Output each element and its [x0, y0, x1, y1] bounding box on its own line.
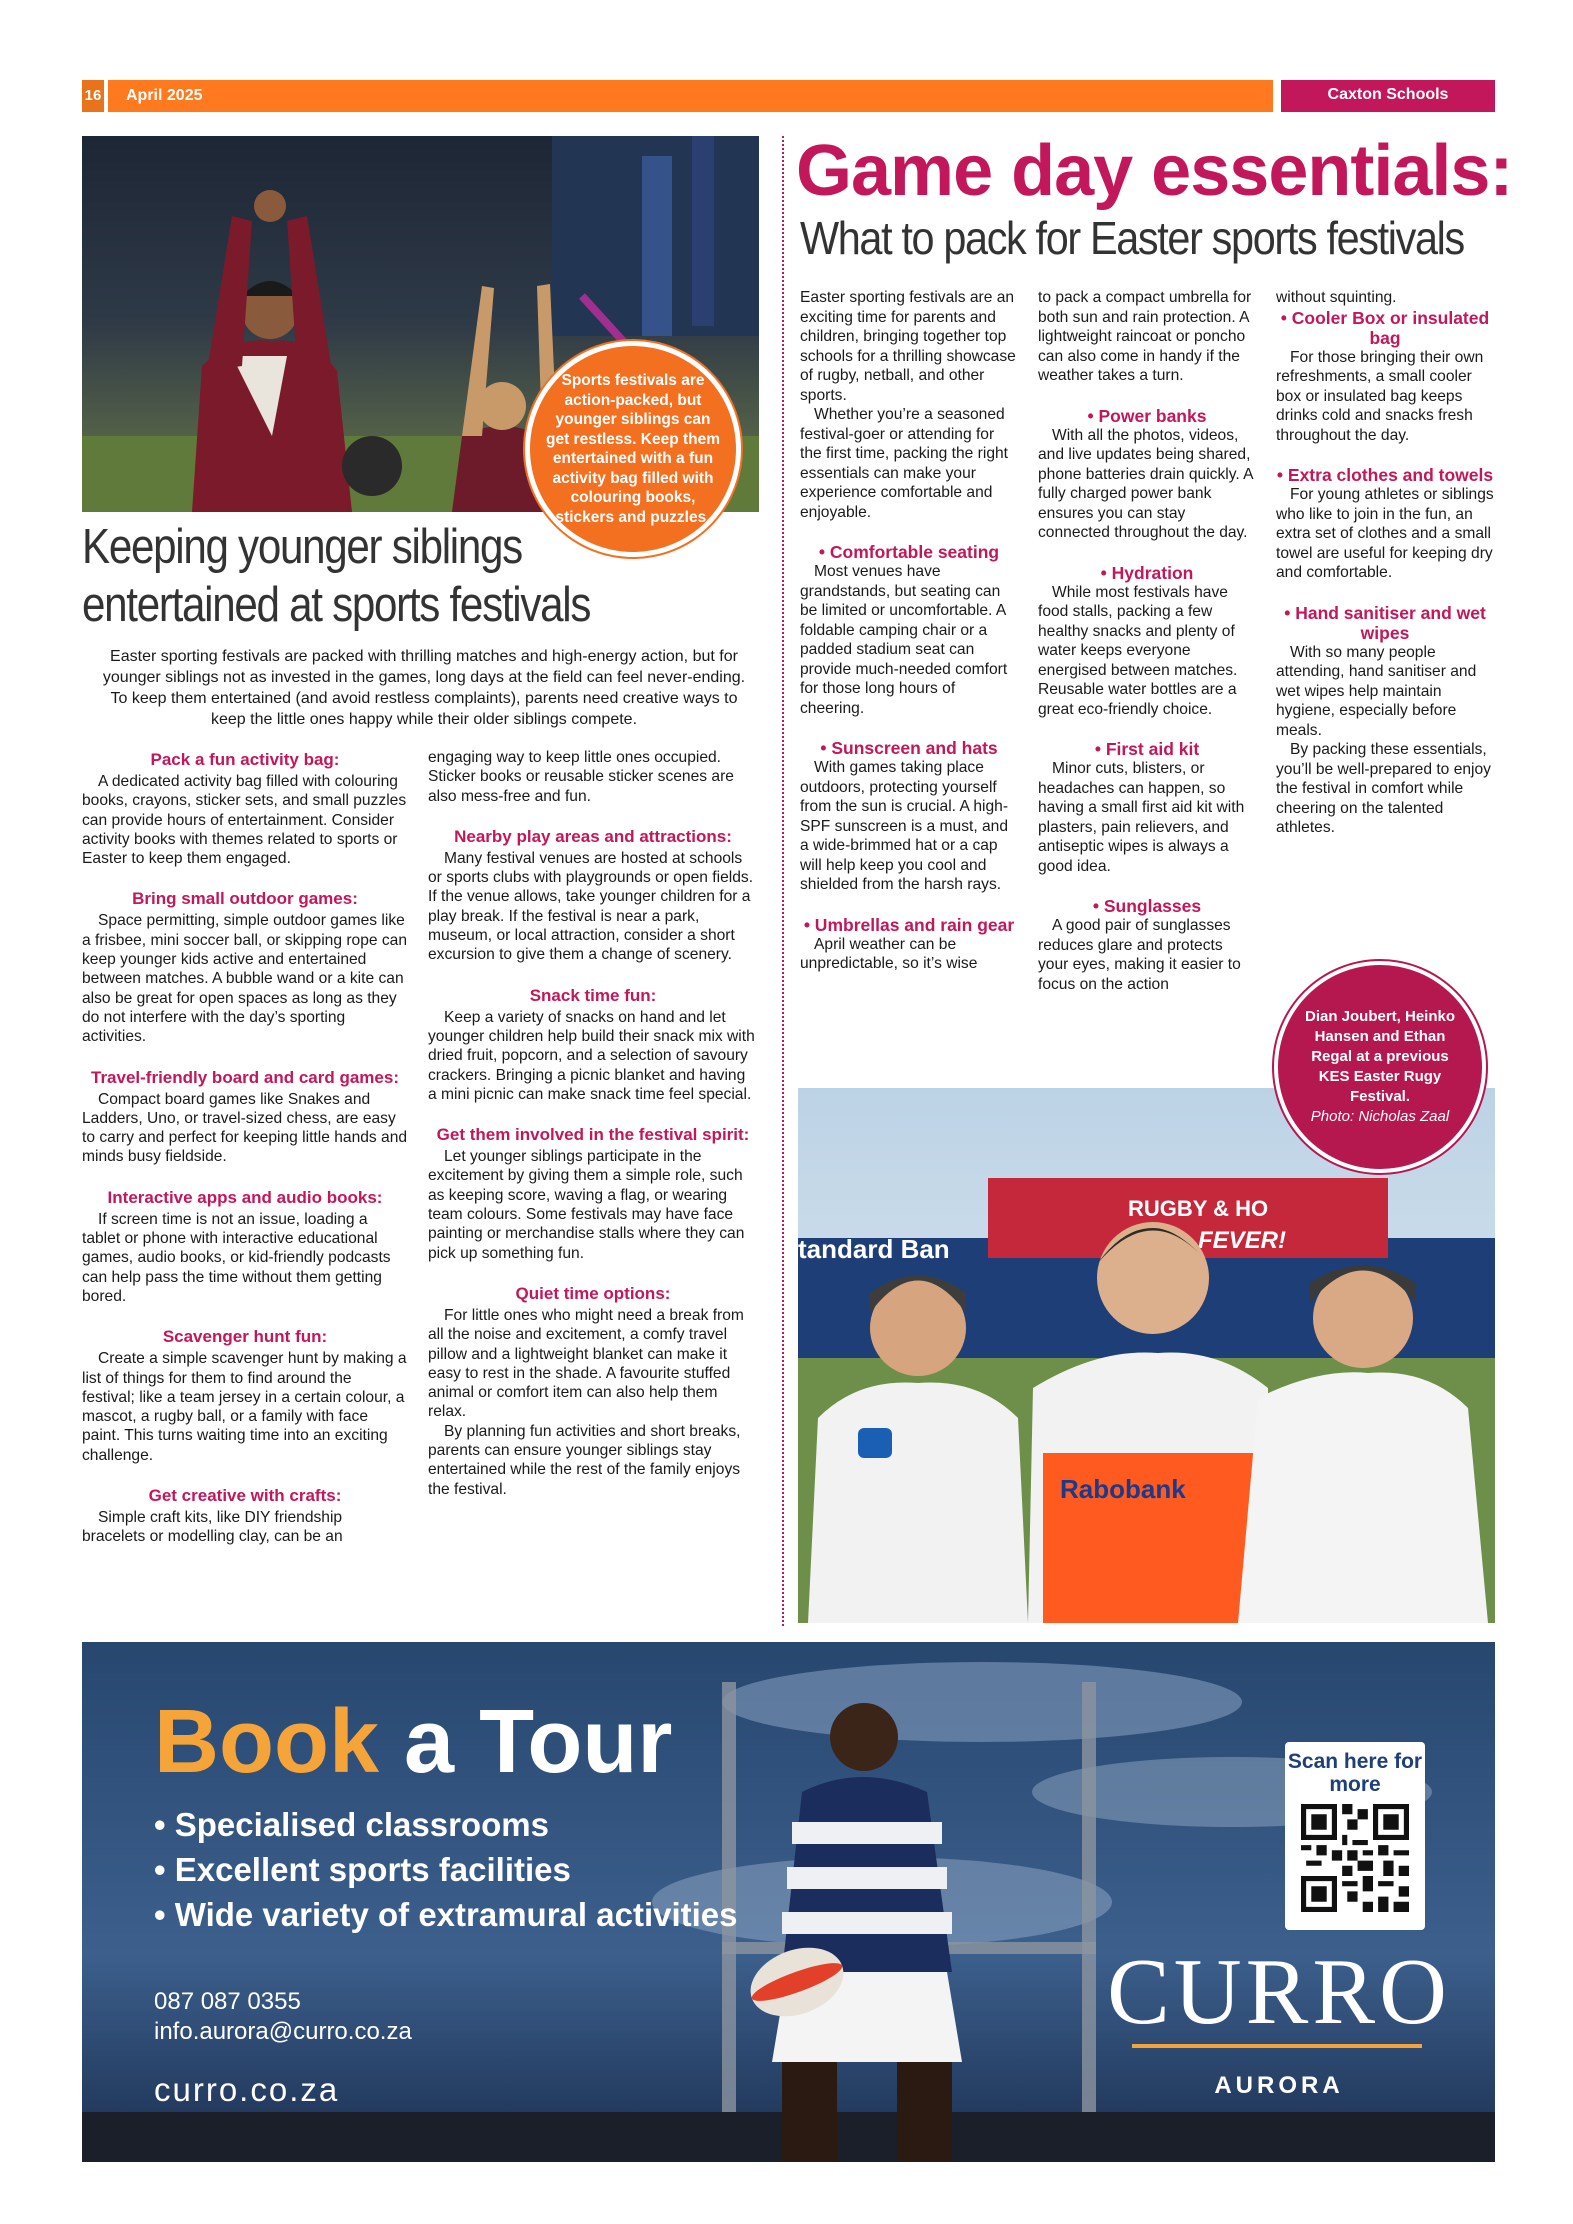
- section-heading: • First aid kit: [1094, 739, 1200, 759]
- section-text: without squinting.: [1276, 289, 1397, 306]
- section-text: Minor cuts, blisters, or headaches can happen, so having a small first aid kit with plasters, pain relievers, and antiseptic wipes is always a good idea.: [1038, 760, 1245, 875]
- right-article-subtitle: What to pack for Easter sports festivals: [800, 212, 1464, 264]
- section-heading: Snack time fun:: [529, 985, 657, 1005]
- section-text: engaging way to keep little ones occupied. Sticker books or reusable sticker scenes are also mess-free and fun.: [428, 749, 734, 805]
- section-text: A dedicated activity bag filled with colouring books, crayons, sticker sets, and small puzzles can provide hours of entertainment. Consider activity books with themes related to sports or Easter to keep them engaged.: [82, 773, 407, 868]
- right-column-2: [1038, 288, 1256, 994]
- bullet-item: • Specialised classrooms: [154, 1806, 549, 1843]
- curro-advert[interactable]: [82, 1642, 1495, 2162]
- section-heading: • Umbrellas and rain gear: [803, 914, 1015, 935]
- column-divider: [782, 136, 784, 1626]
- section-text: While most festivals have food stalls, packing a few healthy snacks and plenty of water keeps everyone energised between matches. Reusable water bottles are a great eco-friendly choice.: [1038, 583, 1238, 718]
- right-column-1: [800, 288, 1018, 974]
- section-text: Simple craft kits, like DIY friendship bracelets or modelling clay, can be an: [82, 1509, 343, 1546]
- section-heading: Get them involved in the festival spirit:: [436, 1125, 750, 1145]
- section-text: Create a simple scavenger hunt by making a list of things for them to find around the festival; like a team jersey in a certain colour, a mascot, a rugby ball, or a family with face paint. This turns waiting time into an exciting challenge.: [82, 1350, 407, 1464]
- left-column-2: [428, 748, 758, 1499]
- section-text: Easter sporting festivals are an exciting time for parents and children, bringing together top schools for a thrilling showcase of rugby, netball, and other sports.: [800, 289, 1016, 404]
- section-heading: Travel-friendly board and card games:: [91, 1067, 399, 1087]
- section-text: With games taking place outdoors, protecting yourself from the sun is crucial. A high-SPF sunscreen is a must, and a wide-brimmed hat or a cap will help keep you cool and shielded from the harsh rays.: [800, 759, 1009, 893]
- phone-number[interactable]: 087 087 0355: [154, 1988, 301, 2015]
- website-link[interactable]: curro.co.za: [154, 2071, 340, 2108]
- section-heading: • Sunglasses: [1092, 896, 1202, 916]
- section-text: Most venues have grandstands, but seating can be limited or uncomfortable. A foldable camping chair or a padded stadium seat can provide much-needed comfort for those long hours of cheering.: [800, 563, 1008, 717]
- left-column-1: [82, 748, 408, 1547]
- section-text: Many festival venues are hosted at schools or sports clubs with playgrounds or open fields. If the venue allows, take younger children for a play break. If the festival is near a park, museum, or local attraction, consider a short excursion to give them a change of scenery.: [428, 849, 754, 964]
- qr-label: Scan here for more: [1287, 1750, 1423, 1796]
- section-heading: Get creative with crafts:: [148, 1486, 342, 1506]
- section-heading: • Extra clothes and towels: [1276, 465, 1494, 485]
- right-article-title: Game day essentials:: [796, 131, 1513, 211]
- publication-name: Caxton Schools: [1281, 80, 1495, 112]
- section-heading: Quiet time options:: [515, 1283, 671, 1303]
- caption-text: Dian Joubert, Heinko Hansen and Ethan Regal at a previous KES Easter Rugy Festival.: [1304, 1008, 1456, 1105]
- section-heading: Interactive apps and audio books:: [107, 1187, 383, 1207]
- section-text: For young athletes or siblings who like to join in the fun, an extra set of clothes and a small towel are useful for keeping dry and comfortable.: [1276, 486, 1494, 581]
- advert-headline: [154, 1687, 672, 1797]
- section-heading: Pack a fun activity bag:: [150, 750, 340, 769]
- title-line-1: Keeping younger siblings: [82, 520, 522, 574]
- section-text: For little ones who might need a break from all the noise and excitement, a comfy travel pillow and a lightweight blanket can make it easy to rest in the shade. A favourite stuffed animal or comfort item can also help them relax.: [428, 1306, 744, 1421]
- header-bar: [108, 80, 1273, 112]
- section-text: to pack a compact umbrella for both sun and rain protection. A lightweight raincoat or poncho can also come in handy if the weather takes a turn.: [1038, 289, 1252, 384]
- issue-date: April 2025: [126, 87, 203, 104]
- section-heading: • Comfortable seating: [818, 542, 1000, 562]
- section-heading: Nearby play areas and attractions:: [454, 826, 732, 846]
- left-article-intro: Easter sporting festivals are packed with thrilling matches and high-energy action, but for younger siblings not as invested in the games, long days at the field can feel never-ending. To keep them entertained (and avoid restless complaints), parents need creative ways to keep the little ones happy while their older siblings compete.: [102, 648, 746, 728]
- curro-logo: CURRO: [1107, 1940, 1451, 2044]
- banner-fever: FEVER!: [1198, 1227, 1287, 1254]
- section-text: April weather can be unpredictable, so it’s wise: [800, 935, 978, 972]
- section-heading: • Hydration: [1100, 562, 1194, 583]
- sponsor-board-text: tandard Ban: [798, 1234, 950, 1264]
- left-article-title: [82, 518, 667, 634]
- photo-caption-badge: [1278, 965, 1482, 1169]
- section-text: Whether you’re a seasoned festival-goer or attending for the first time, packing the right essentials can make your experience comfortable and enjoyable.: [800, 406, 1009, 521]
- title-line-2: entertained at sports festivals: [82, 578, 591, 632]
- page-number: 16: [82, 80, 104, 112]
- photo-credit: Photo: Nicholas Zaal: [1310, 1108, 1450, 1125]
- qr-code-icon[interactable]: [1301, 1804, 1409, 1912]
- section-heading: Scavenger hunt fun:: [162, 1327, 328, 1347]
- section-text: Compact board games like Snakes and Ladders, Uno, or travel-sized chess, are easy to carry and perfect for keeping little hands and minds busy fieldside.: [82, 1090, 408, 1166]
- advert-bullets: [154, 1802, 738, 1937]
- logo-underline: [1132, 2044, 1422, 2048]
- headline-tour: a Tour: [404, 1692, 673, 1792]
- section-text: With so many people attending, hand sanitiser and wet wipes help maintain hygiene, especially before meals.: [1276, 643, 1477, 739]
- section-heading: • Cooler Box or insulated bag: [1280, 307, 1490, 348]
- section-text: By packing these essentials, you’ll be well-prepared to enjoy the festival in comfort while cheering on the talented athletes.: [1276, 741, 1491, 836]
- section-text: For those bringing their own refreshments, a small cooler box or insulated bag keeps drinks cold and snacks fresh throughout the day.: [1276, 348, 1484, 444]
- section-text: By planning fun activities and short breaks, parents can ensure younger siblings stay entertained while the rest of the family enjoys the festival.: [428, 1422, 741, 1498]
- section-heading: • Sunscreen and hats: [820, 738, 998, 758]
- section-text: Let younger siblings participate in the excitement by giving them a simple role, such as keeping score, waving a flag, or wearing team colours. Some festivals may have face painting or merchandise stalls where they can pick up something fun.: [428, 1148, 745, 1262]
- bullet-item: • Wide variety of extramural activities: [154, 1896, 738, 1933]
- section-heading: • Power banks: [1087, 405, 1207, 426]
- section-text: Keep a variety of snacks on hand and let younger children help build their snack mix with dried fruit, popcorn, and a selection of savoury crackers. Bringing a picnic blanket and having a mini picnic can make snack time feel special.: [428, 1008, 755, 1103]
- banner-text: RUGBY & HO: [1128, 1196, 1269, 1221]
- section-text: With all the photos, videos, and live updates being shared, phone batteries drain quickly. A fully charged power bank ensures you can stay connected throughout the day.: [1038, 426, 1253, 541]
- section-heading: Bring small outdoor games:: [132, 889, 358, 909]
- section-text: A good pair of sunglasses reduces glare and protects your eyes, making it easier to focus on the action: [1038, 917, 1241, 993]
- section-heading: • Hand sanitiser and wet wipes: [1284, 602, 1486, 643]
- headline-book: Book: [154, 1692, 379, 1792]
- section-text: If screen time is not an issue, loading a tablet or phone with interactive educational games, audio books, or kid-friendly podcasts can help pass the time without them getting bored.: [82, 1210, 391, 1305]
- right-column-3: [1276, 288, 1494, 838]
- qr-panel[interactable]: [1285, 1742, 1425, 1930]
- advert-contact: [154, 1987, 412, 2047]
- shirt-sponsor: Rabobank: [1060, 1474, 1186, 1504]
- badge-text: Sports festivals are action-packed, but younger siblings can get restless. Keep them entertained with a fun activity bag filled with colouring books, stickers and puzzles.: [545, 372, 720, 526]
- bullet-item: • Excellent sports facilities: [154, 1851, 571, 1888]
- section-text: Space permitting, simple outdoor games like a frisbee, mini soccer ball, or skipping rope can keep younger kids active and entertained between matches. A bubble wand or a kite can also be great for open spaces as long as they do not interfere with the day’s sporting activities.: [82, 912, 408, 1046]
- email-address[interactable]: info.aurora@curro.co.za: [154, 2018, 412, 2045]
- campus-name: AURORA: [1214, 2072, 1344, 2099]
